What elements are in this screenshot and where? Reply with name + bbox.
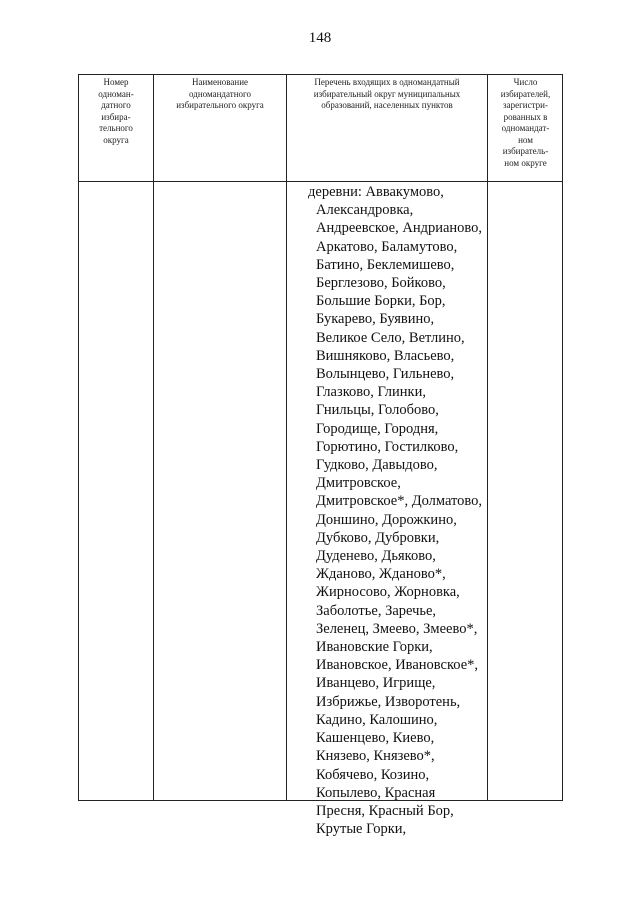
header-district-number: Номер одноман- датного избира- тельного округа — [98, 77, 134, 145]
settlement-line: Вишняково, Власьево, — [316, 347, 455, 364]
settlement-line: Иванцево, Игрище, — [316, 675, 436, 692]
settlement-line: Пресня, Красный Бор, — [316, 802, 454, 819]
settlement-line: Кобячево, Козино, — [316, 766, 430, 783]
settlement-line: Аркатово, Баламутово, — [316, 238, 458, 255]
settlement-line: Дуденево, Дьяково, — [316, 548, 436, 565]
settlement-line: Гнильцы, Голобово, — [316, 402, 439, 419]
settlement-line: Князево, Князево*, — [316, 748, 435, 765]
settlement-line: Кашенцево, Киево, — [316, 730, 435, 747]
header-divider — [79, 181, 562, 182]
settlement-line: Ивановские Горки, — [316, 639, 433, 656]
settlement-line: Гудково, Давыдово, — [316, 457, 438, 474]
settlement-line: Ивановское, Ивановское*, — [316, 657, 479, 674]
settlement-line: Жданово, Жданово*, — [316, 566, 446, 583]
settlement-line: Дмитровское, — [316, 475, 401, 492]
page-number: 148 — [308, 30, 332, 46]
column-divider — [153, 75, 154, 800]
settlement-line: Андреевское, Андрианово, — [316, 220, 483, 237]
header-district-name: Наименование одномандатного избирательного округа — [176, 77, 264, 110]
settlement-line: Зеленец, Змеево, Змеево*, — [316, 620, 478, 637]
settlement-line: деревни: Аввакумово, — [308, 184, 444, 200]
settlement-line: Крутые Горки, — [316, 821, 407, 838]
settlement-line: Батино, Беклемишево, — [316, 256, 455, 273]
column-divider — [286, 75, 287, 800]
settlement-line: Дмитровское*, Долматово, — [316, 493, 483, 510]
settlement-line: Избрижье, Изворотень, — [316, 693, 461, 710]
settlement-line: Копылево, Красная — [316, 784, 436, 801]
district-table — [78, 74, 563, 838]
settlement-line: Доншино, Дорожкино, — [316, 511, 457, 528]
settlement-line: Александровка, — [316, 202, 414, 219]
settlement-line: Горютино, Гостилково, — [316, 438, 459, 455]
settlement-line: Букарево, Буявино, — [316, 311, 435, 328]
header-voters-count: Число избирателей, зарегистри- рованных в одномандат- ном избиратель- ном округе — [500, 77, 551, 168]
settlement-line: Кадино, Калошино, — [316, 711, 438, 728]
header-settlements-list: Перечень входящих в одномандатный избирательный округ муниципальных образований, населенных пунктов — [313, 77, 461, 110]
settlement-line: Жирносово, Жорновка, — [316, 584, 460, 601]
settlement-line: Большие Борки, Бор, — [316, 293, 446, 310]
settlement-line: Дубково, Дубровки, — [316, 529, 440, 546]
settlement-line: Берглезово, Бойково, — [316, 275, 446, 292]
settlement-line: Волынцево, Гильнево, — [316, 366, 455, 383]
settlement-line: Глазково, Глинки, — [316, 384, 426, 401]
settlements-list — [308, 183, 488, 838]
settlement-line: Городище, Городня, — [316, 420, 439, 437]
settlement-line: Заболотье, Заречье, — [316, 602, 437, 619]
settlement-line: Великое Село, Ветлино, — [316, 329, 465, 346]
